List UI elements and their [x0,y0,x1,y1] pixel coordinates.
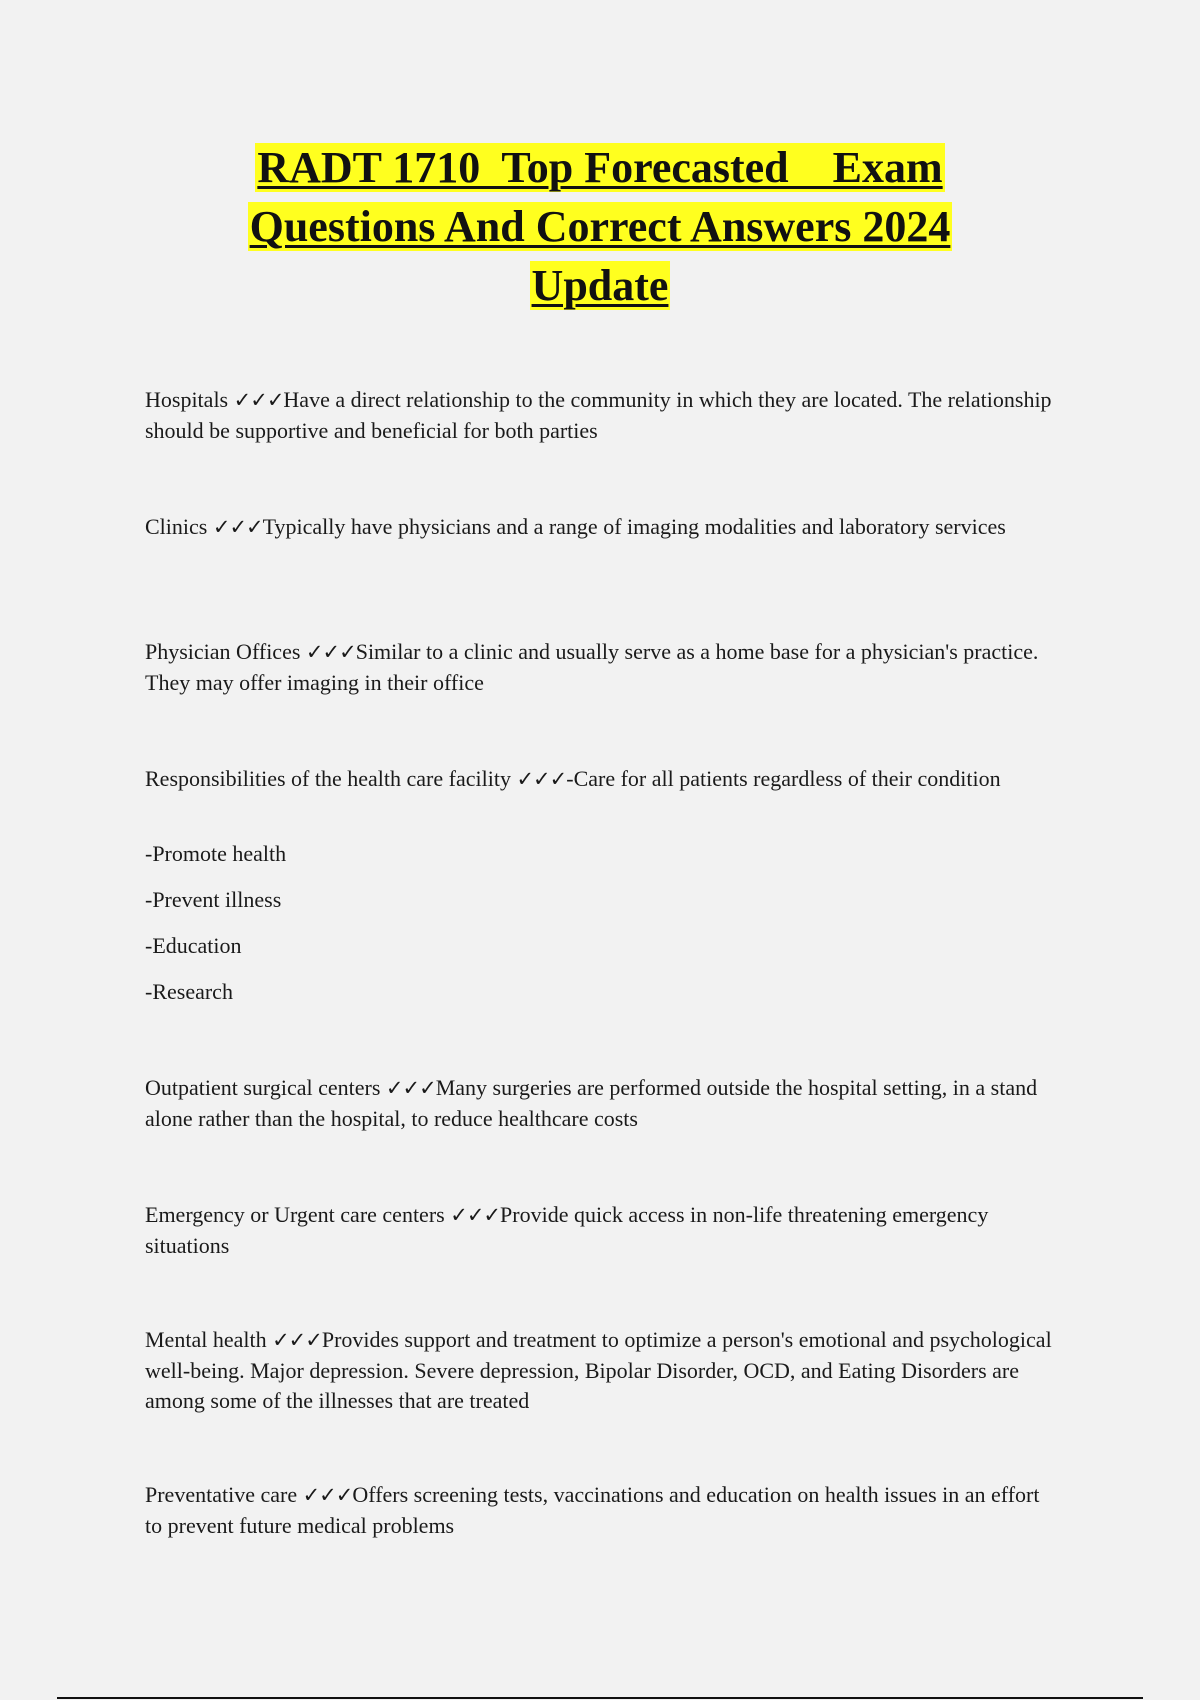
qa-text [145,764,1060,795]
qa-term: Hospitals [145,387,234,412]
title-text-1: RADT 1710 Top Forecasted Exam [257,143,943,192]
qa-text [145,1480,1060,1541]
qa-definition: Offers screening tests, vaccinations and education on health issues in an effort to prevent future medical problems [145,1482,1040,1538]
qa-definition: Similar to a clinic and usually serve as a home base for a physician's practice. They may offer imaging in their office [145,639,1039,695]
qa-entry-responsibilities [145,764,1060,1024]
qa-term: Emergency or Urgent care centers [145,1202,451,1227]
check-icon: ✓✓✓ [516,767,567,791]
qa-entry-hospitals [145,385,1060,446]
qa-term: Clinics [145,514,213,539]
title-line-3 [100,256,1100,315]
qa-term: Mental health [145,1327,273,1352]
qa-entry-emergency [145,1200,1060,1261]
qa-text [145,1200,1060,1261]
qa-text [145,1073,1060,1134]
qa-term: Outpatient surgical centers [145,1075,386,1100]
check-icon: ✓✓✓ [385,1076,436,1100]
list-item: -Research [145,979,233,1004]
qa-definition: Many surgeries are performed outside the hospital setting, in a stand alone rather than the hospital, to reduce healthcare costs [145,1075,1038,1131]
qa-definition: Have a direct relationship to the community in which they are located. The relationship should be supportive and beneficial for both parties [145,387,1052,443]
footer-divider [57,1697,1143,1699]
qa-entry-outpatient-surgical [145,1073,1060,1134]
qa-entry-clinics [145,512,1060,543]
list-item: -Education [145,933,242,958]
check-icon: ✓✓✓ [233,388,284,412]
qa-definition: Provide quick access in non-life threatening emergency situations [145,1202,989,1258]
qa-text [145,1325,1060,1417]
qa-term: Responsibilities of the health care facility [145,766,517,791]
qa-definition: -Care for all patients regardless of their condition [566,766,1001,791]
title-text-3: Update [531,261,669,310]
qa-definition: Provides support and treatment to optimize a person's emotional and psychological well-being. Major depression. Severe depression, Bipolar Disorder, OCD, and Eating Disorders are among some of the illnesses that are treated [145,1327,1052,1413]
list-item: -Prevent illness [145,887,282,912]
document-title [100,138,1100,315]
check-icon: ✓✓✓ [302,1483,353,1507]
qa-term: Preventative care [145,1482,303,1507]
check-icon: ✓✓✓ [272,1328,322,1352]
title-line-1 [100,138,1100,197]
qa-text [145,637,1060,698]
qa-definition: Typically have physicians and a range of imaging modalities and laboratory services [262,514,1006,539]
qa-entry-preventative-care [145,1480,1060,1541]
qa-text [145,385,1060,446]
qa-term: Physician Offices [145,639,306,664]
check-icon: ✓✓✓ [305,640,356,664]
check-icon: ✓✓✓ [450,1203,501,1227]
list-item: -Promote health [145,841,287,866]
title-line-2 [100,197,1100,256]
title-text-2: Questions And Correct Answers 2024 [249,202,951,251]
qa-entry-physician-offices [145,637,1060,698]
qa-entry-mental-health [145,1325,1060,1417]
check-icon: ✓✓✓ [212,515,263,539]
qa-text [145,512,1060,543]
